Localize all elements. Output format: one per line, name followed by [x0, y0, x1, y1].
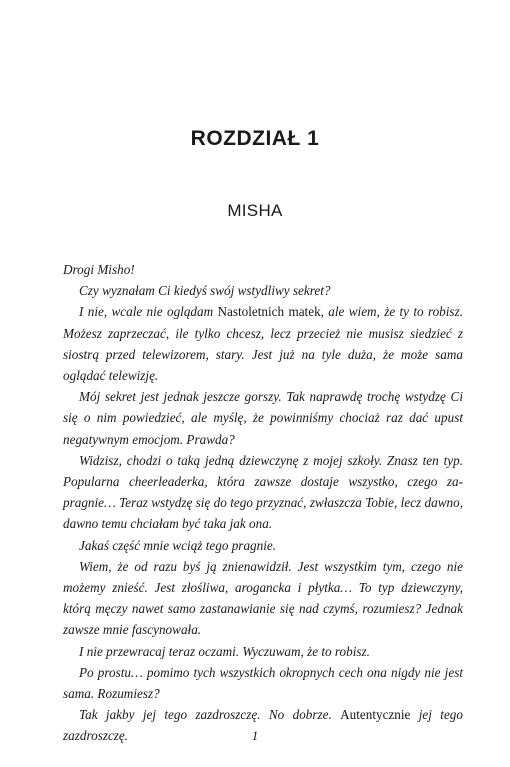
- page-number: 1: [251, 728, 259, 743]
- letter-salutation: [63, 259, 463, 280]
- text-run: Tak jakby jej tego zazdroszczę. No dobrze.: [79, 707, 341, 723]
- paragraph: [63, 386, 463, 450]
- text-run: Wiem, że od razu byś ją znienawidził. Jest wszystkim tym, czego nie możemy znieść. Jest złośliwa, arogancka i płytka… To typ dziewczyny, którą męczy nawet samo zastanawianie się nad czymś, rozumiesz? Jednak zawsze mnie fascynowała.: [63, 558, 463, 638]
- text-run: Czy wyznałam Ci kiedyś swój wstydliwy sekret?: [79, 283, 331, 299]
- text-run: jej tego zazdroszczę.: [63, 707, 463, 744]
- chapter-subtitle: MISHA: [227, 201, 283, 220]
- text-run: Mój sekret jest jednak jeszcze gorszy. Tak naprawdę trochę wstydzę Ci się o nim powiedzieć, ale myślę, że powinniśmy chociaż raz dać upust negatywnym emocjom. Prawda?: [63, 389, 463, 447]
- text-run: Po prostu… pomimo tych wszystkich okropnych cech ona nigdy nie jest sama. Rozumiesz?: [63, 664, 463, 702]
- text-run: Widzisz, chodzi o taką jedną dziewczynę z mojej szkoły. Znasz ten typ. Popularna cheerleaderka, która zawsze dostaje wszystko, czego zapragnie… Teraz wstydzę się do tego przyznać, zwłaszcza Tobie, lecz dawno, dawno temu chciałam być taka jak ona.: [63, 452, 463, 532]
- text-run: Drogi Misho!: [63, 262, 135, 277]
- upright-phrase: Nastoletnich matek: [217, 304, 321, 320]
- paragraph: [63, 662, 463, 704]
- letter-body: [63, 259, 463, 747]
- paragraph: [63, 280, 463, 301]
- upright-phrase: Autentycznie: [340, 707, 411, 723]
- paragraph: [63, 301, 463, 386]
- chapter-title: ROZDZIAŁ 1: [190, 127, 320, 150]
- text-run: I nie, wcale nie oglądam: [79, 304, 218, 320]
- paragraph: [63, 450, 463, 535]
- paragraph: [63, 556, 463, 641]
- text-run: Jakaś część mnie wciąż tego pragnie.: [79, 537, 277, 553]
- text-run: , ale wiem, że ty to robisz. Możesz zaprzeczać, ile tylko chcesz, lecz przecież nie musisz siedzieć z siostrą przed telewizorem, stary. Jest już na tyle duża, że może sama oglądać telewizję.: [63, 304, 463, 384]
- paragraph: [63, 641, 463, 662]
- text-run: I nie przewracaj teraz oczami. Wyczuwam, że to robisz.: [79, 643, 370, 659]
- paragraph: [63, 535, 463, 556]
